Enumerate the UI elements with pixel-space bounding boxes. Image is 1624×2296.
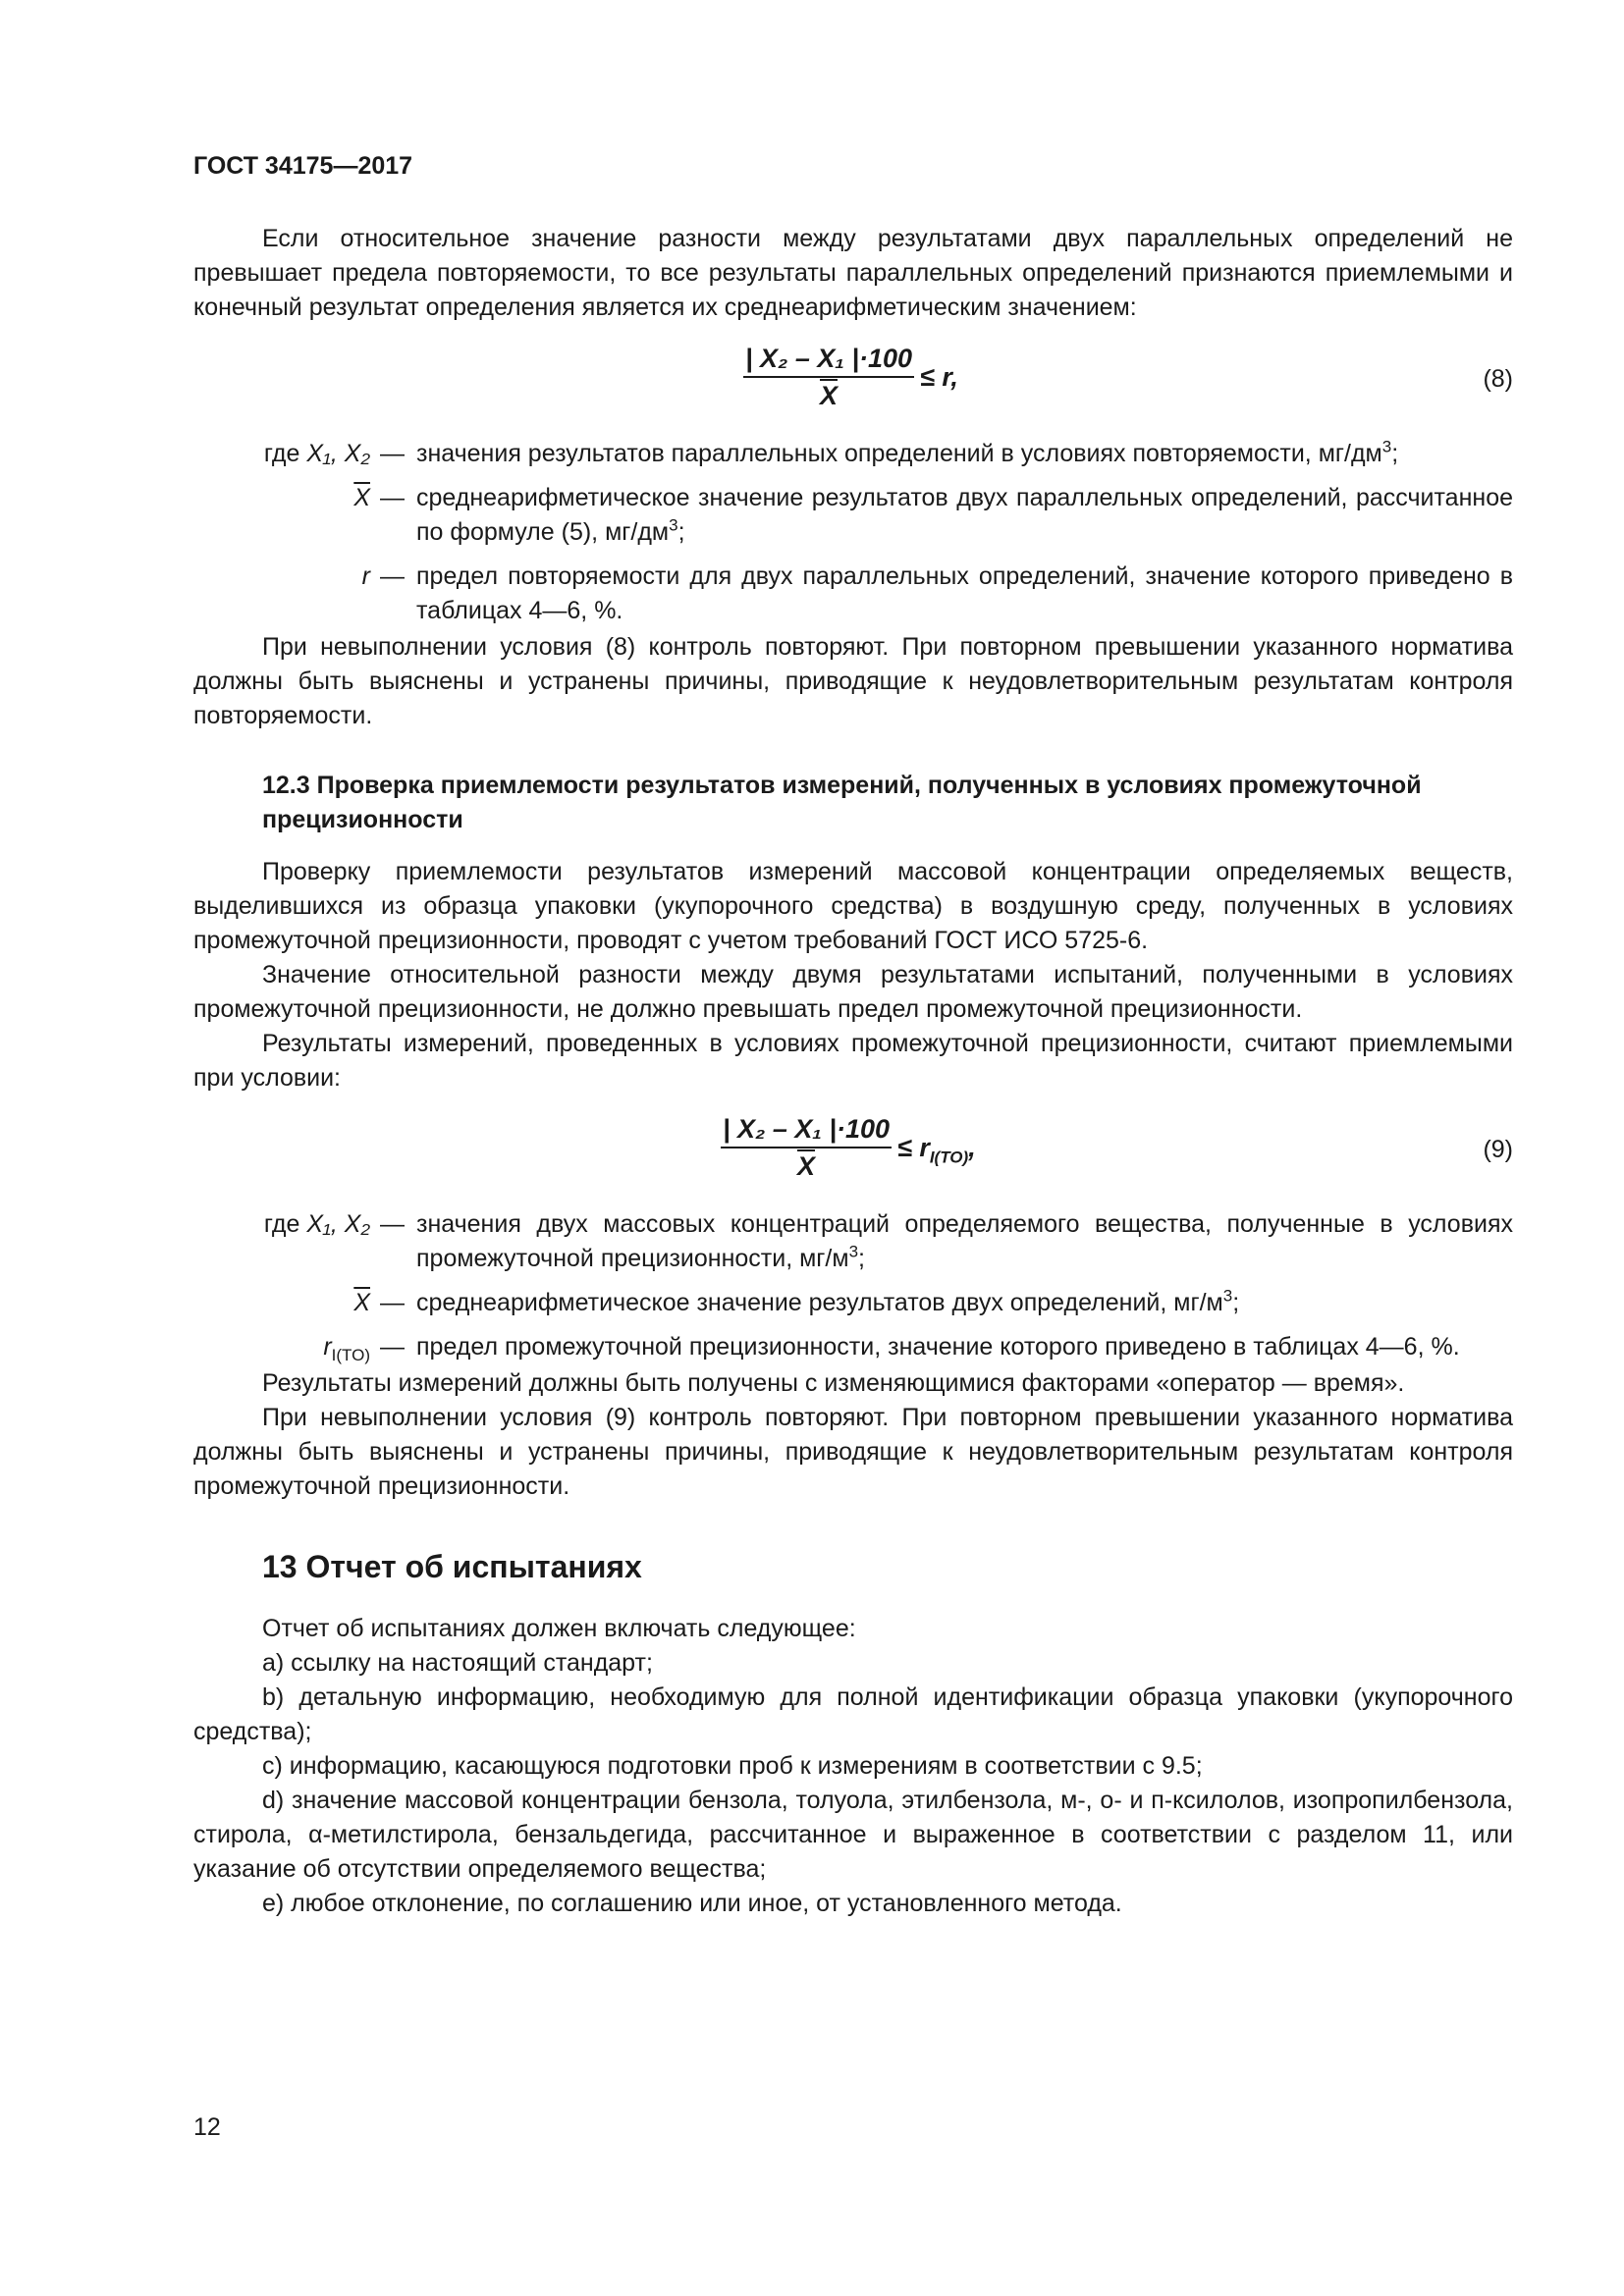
legend-tail: ; (1232, 1289, 1240, 1316)
legend-description (416, 437, 1513, 481)
legend-symbol-r-sub: I(TO) (331, 1346, 370, 1364)
formula-9-legend (193, 1207, 1513, 1374)
paragraph-operator-time: Результаты измерений должны быть получены с изменяющимися факторами «оператор — время». (262, 1369, 1405, 1397)
legend-description (416, 1207, 1513, 1286)
legend-symbol (193, 481, 380, 560)
legend-dash: — (380, 1289, 405, 1316)
legend-text: значения результатов параллельных определений в условиях повторяемости, мг/дм (416, 440, 1382, 467)
formula-9-relation-tail: , (968, 1132, 976, 1162)
formula-8 (193, 339, 1513, 423)
legend-symbol-mean: $\overline{X}$ (353, 1289, 370, 1316)
legend-unit-sup: 3 (848, 1242, 859, 1261)
formula-8-number: (8) (1483, 365, 1513, 393)
list-item: а) ссылку на настоящий стандарт; (262, 1649, 653, 1677)
legend-symbol (193, 560, 380, 638)
legend-text: среднеарифметическое значение результатов двух определений, мг/м (416, 1289, 1223, 1316)
formula-9-number: (9) (1483, 1136, 1513, 1163)
legend-dash: — (380, 440, 405, 467)
section-heading-12-3: 12.3 Проверка приемлемости результатов измерений, полученных в условиях промежуточной прецизионности (262, 772, 1422, 833)
formula-8-fraction (743, 343, 914, 411)
legend-tail: ; (1391, 440, 1399, 467)
formula-9 (193, 1109, 1513, 1194)
legend-description: предел повторяемости для двух параллельных определений, значение которого приведено в таблицах 4—6, %. (416, 562, 1513, 624)
legend-symbol (193, 1207, 380, 1286)
formula-9-relation-text: ≤ r (897, 1132, 930, 1162)
legend-lead: где (263, 440, 300, 467)
legend-dash: — (380, 484, 405, 511)
legend-description (416, 1286, 1513, 1330)
legend-symbol-r: r (323, 1333, 332, 1361)
paragraph-intermediate-precision-check: Проверку приемлемости результатов измерений массовой концентрации определяемых веществ, выделившихся из образца упаковки (укупорочного средства) в воздушную среду, полученных в условиях промежуточной прецизионности, проводят с учетом требований ГОСТ ИСО 5725-6. (193, 858, 1513, 954)
paragraph-repeatability-intro: Если относительное значение разности между результатами двух параллельных определений не превышает предела повторяемости, то все результаты параллельных определений признаются приемлемыми и конечный результат определения является их среднеарифметическим значением: (193, 225, 1513, 321)
legend-symbol-r: r (361, 562, 370, 590)
formula-9-relation (892, 1131, 976, 1165)
legend-row (193, 481, 1513, 560)
legend-dash: — (380, 1210, 405, 1238)
list-item: с) информацию, касающуюся подготовки проб к измерениям в соответствии с 9.5; (262, 1752, 1203, 1780)
formula-9-expression (721, 1113, 976, 1182)
page-number: 12 (193, 2113, 221, 2141)
paragraph-acceptance-condition: Результаты измерений, проведенных в условиях промежуточной прецизионности, считают приемлемыми при условии: (193, 1030, 1513, 1092)
formula-9-denominator: X (796, 1151, 815, 1181)
legend-symbol-x1x2: X₁, X₂ (306, 440, 370, 467)
list-item: d) значение массовой концентрации бензола, толуола, этилбензола, м-, о- и п-ксилолов, изопропилбензола, стирола, α-метилстирола, бензальдегида, рассчитанное и выраженное в соответствии с разделом 11, или указание об отсутствии определяемого вещества; (193, 1787, 1513, 1883)
formula-9-relation-sub: I(TO) (929, 1147, 969, 1166)
list-item: b) детальную информацию, необходимую для полной идентификации образца упаковки (укупорочного средства); (193, 1683, 1513, 1745)
legend-symbol (193, 1286, 380, 1330)
legend-lead: где (263, 1210, 300, 1238)
legend-unit-sup: 3 (1222, 1286, 1233, 1306)
list-item: е) любое отклонение, по соглашению или иное, от установленного метода. (262, 1890, 1122, 1917)
legend-row (193, 437, 1513, 481)
formula-8-expression (743, 343, 958, 411)
section-heading-13: 13 Отчет об испытаниях (262, 1549, 642, 1584)
list-intro: Отчет об испытаниях должен включать следующее: (262, 1615, 856, 1642)
legend-text: значения двух массовых концентраций определяемого вещества, полученные в условиях промежуточной прецизионности, мг/м (416, 1210, 1513, 1272)
page-content (193, 222, 1513, 1921)
legend-symbol-x1x2: X₁, X₂ (306, 1210, 370, 1238)
legend-tail: ; (858, 1245, 865, 1272)
legend-description (416, 481, 1513, 560)
legend-unit-sup: 3 (669, 515, 678, 535)
legend-row (193, 1286, 1513, 1330)
legend-unit-sup: 3 (1381, 437, 1392, 456)
legend-text: среднеарифметическое значение результатов двух параллельных определений, рассчитанное по формуле (5), мг/дм (416, 484, 1513, 546)
formula-9-fraction (721, 1113, 892, 1182)
legend-symbol-mean: $\overline{X}$ (353, 484, 370, 511)
paragraph-intermediate-failure: При невыполнении условия (9) контроль повторяют. При повторном превышении указанного норматива должны быть выяснены и устранены причины, приводящие к неудовлетворительным результатам контроля промежуточной прецизионности. (193, 1404, 1513, 1500)
legend-description: предел промежуточной прецизионности, значение которого приведено в таблицах 4—6, %. (416, 1333, 1460, 1361)
formula-8-relation: ≤ r, (920, 361, 958, 392)
legend-dash: — (380, 1333, 405, 1361)
formula-8-numerator: | X₂ – X₁ |·100 (743, 343, 914, 378)
paragraph-repeatability-failure: При невыполнении условия (8) контроль повторяют. При повторном превышении указанного норматива должны быть выяснены и устранены причины, приводящие к неудовлетворительным результатам контроля повторяемости. (193, 633, 1513, 729)
formula-8-legend (193, 437, 1513, 638)
legend-row (193, 1207, 1513, 1286)
paragraph-relative-difference: Значение относительной разности между двумя результатами испытаний, полученными в условиях промежуточной прецизионности, не должно превышать предел промежуточной прецизионности. (193, 961, 1513, 1023)
formula-8-denominator: X (819, 381, 838, 410)
document-header: ГОСТ 34175—2017 (193, 152, 413, 180)
legend-row (193, 560, 1513, 638)
legend-symbol (193, 437, 380, 481)
legend-tail: ; (677, 518, 685, 546)
formula-9-numerator: | X₂ – X₁ |·100 (721, 1113, 892, 1148)
legend-dash: — (380, 562, 405, 590)
